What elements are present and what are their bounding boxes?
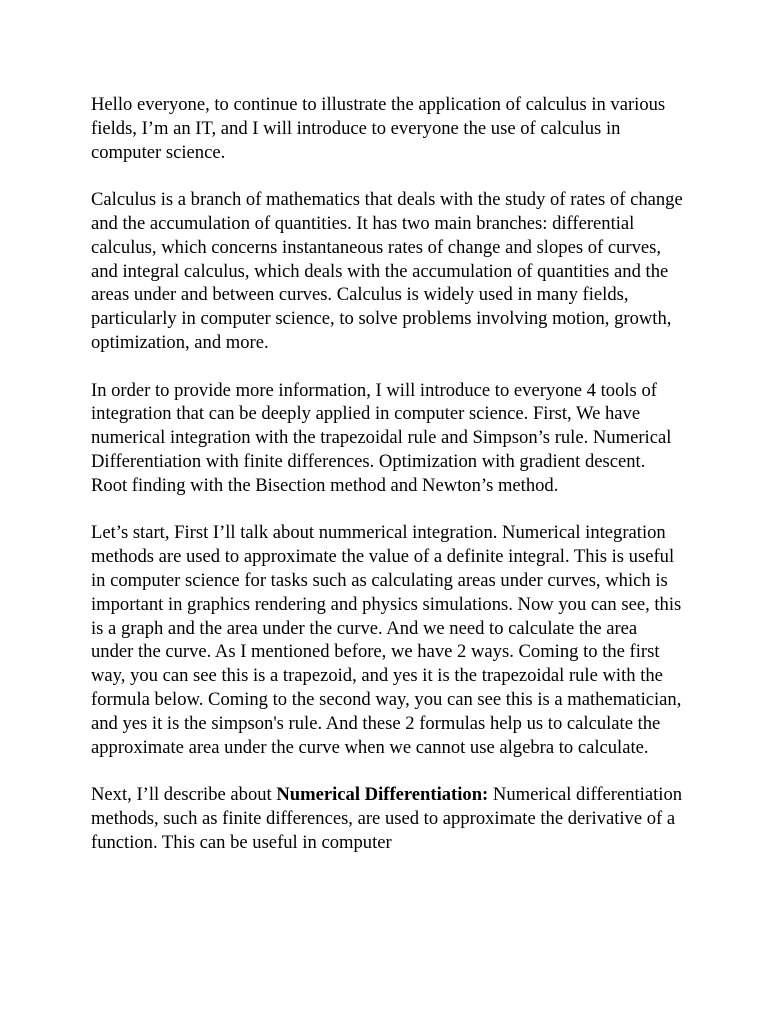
paragraph-calculus-definition: Calculus is a branch of mathematics that deals with the study of rates of change and the accumulation of quantities. It has two main branches: differential calculus, which concerns instantaneous rates of change and slopes of curves, and integral calculus, which deals with the accumulation of quantities and the areas under and between curves. Calculus is widely used in many fields, particularly in computer science, to solve problems involving motion, growth, optimization, and more.: [91, 189, 683, 353]
differentiation-body-text: Numerical differentiation methods, such as finite differences, are used to approximate the derivative of a function. This can be useful in computer: [91, 784, 683, 853]
differentiation-heading-bold: Numerical Differentiation:: [276, 784, 489, 806]
paragraph-numerical-integration: Let’s start, First I’ll talk about nummerical integration. Numerical integration methods are used to approximate the value of a definite integral. This is useful in computer science for tasks such as calculating areas under curves, which is important in graphics rendering and physics simulations. Now you can see, this is a graph and the area under the curve. And we need to calculate the area under the curve. As I mentioned before, we have 2 ways. Coming to the first way, you can see this is a trapezoid, and yes it is the trapezoidal rule with the formula below. Coming to the second way, you can see this is a mathematician, and yes it is the simpson's rule. And these 2 formulas help us to calculate the approximate area under the curve when we cannot use algebra to calculate.: [91, 522, 682, 758]
paragraph-integration-tools: In order to provide more information, I will introduce to everyone 4 tools of integration that can be deeply applied in computer science. First, We have numerical integration with the trapezoidal rule and Simpson’s rule. Numerical Differentiation with finite differences. Optimization with gradient descent. Root finding with the Bisection method and Newton’s method.: [91, 379, 672, 496]
paragraph-numerical-differentiation: [91, 783, 683, 854]
paragraph-intro: Hello everyone, to continue to illustrate the application of calculus in various fields, I’m an IT, and I will introduce to everyone the use of calculus in computer science.: [91, 94, 666, 163]
document-body: [91, 93, 683, 878]
differentiation-intro-text: Next, I’ll describe about: [91, 784, 277, 806]
